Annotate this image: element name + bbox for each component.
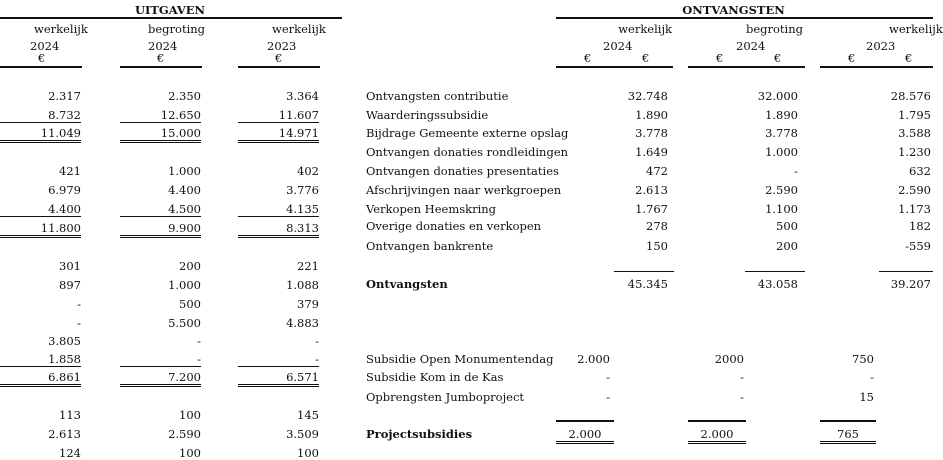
uitgaven-cell: 14.971 [238,126,319,143]
ontvangsten-cell: 2.000 [556,427,614,444]
uitgaven-cell: 379 [297,297,319,311]
ontvangsten-cell: 32.748 [627,89,668,103]
ontvangsten-project-rule [556,420,614,422]
uitgaven-cell: 2.613 [48,427,81,441]
uitgaven-cell: - [77,297,81,311]
ontvangsten-cell: 150 [646,239,668,253]
ontvangsten-project-rule [820,420,876,422]
ontvangsten-col2-label: begroting [745,22,803,36]
ontvangsten-cell: 1.230 [898,145,931,159]
ontvangsten-cell: 3.778 [765,126,798,140]
uitgaven-cell: 124 [59,446,81,460]
uitgaven-col2-year: 2024 [148,39,178,53]
uitgaven-title: UITGAVEN [134,3,206,17]
ontvangsten-cell: 2.590 [765,183,798,197]
uitgaven-cell: 12.650 [120,108,201,123]
ontvangsten-row-label: Subsidie Open Monumentendag [366,352,554,366]
ontvangsten-cell: 3.778 [635,126,668,140]
uitgaven-col2-label: begroting [148,22,206,36]
ontvangsten-row-label: Ontvangen donaties rondleidingen [366,145,569,159]
ontvangsten-row-label: Projectsubsidies [366,427,473,441]
ontvangsten-total-rule [879,271,933,272]
ontvangsten-cell: 1.890 [765,108,798,122]
ontvangsten-col1-label: werkelijk [618,22,672,36]
uitgaven-cell: 2.317 [48,89,81,103]
ontvangsten-cell: - [794,164,798,178]
ontvangsten-cell: 32.000 [757,89,798,103]
ontvangsten-cell: 182 [909,219,931,233]
uitgaven-cell: 6.571 [238,370,319,387]
uitgaven-cell: 9.900 [120,221,201,238]
ontvangsten-cell: 1.890 [635,108,668,122]
uitgaven-cell: - [238,352,319,367]
ontvangsten-col3-currency-a: € [848,51,856,65]
uitgaven-cell: 1.000 [168,164,201,178]
uitgaven-cell: 1.000 [168,278,201,292]
ontvangsten-col2-currency-a: € [716,51,724,65]
ontvangsten-cell: 200 [776,239,798,253]
uitgaven-cell: 8.732 [0,108,81,123]
ontvangsten-cell: 2.000 [577,352,610,366]
ontvangsten-header-rule [556,17,933,19]
ontvangsten-row-label: Verkopen Heemskring [366,202,497,216]
ontvangsten-row-label: Subsidie Kom in de Kas [366,370,504,384]
ontvangsten-col1-currency-b: € [642,51,650,65]
uitgaven-cell: 7.200 [120,370,201,387]
uitgaven-col3-label: werkelijk [272,22,326,36]
ontvangsten-cell: - [740,390,744,404]
ontvangsten-cell: 15 [859,390,874,404]
ontvangsten-col3-rule [820,66,933,68]
ontvangsten-col2-currency-b: € [774,51,782,65]
ontvangsten-cell: 39.207 [890,277,931,291]
ontvangsten-row-label: Bijdrage Gemeente externe opslag [366,126,569,140]
uitgaven-cell: 500 [179,297,201,311]
ontvangsten-cell: - [606,390,610,404]
ontvangsten-cell: 1.767 [635,202,668,216]
uitgaven-cell: 11.049 [0,126,81,143]
uitgaven-cell: 402 [297,164,319,178]
ontvangsten-cell: 1.173 [898,202,931,216]
ontvangsten-col2-rule [688,66,805,68]
uitgaven-cell: 4.400 [168,183,201,197]
ontvangsten-row-label: Overige donaties en verkopen [366,219,542,233]
ontvangsten-cell: - [740,370,744,384]
ontvangsten-cell: - [606,370,610,384]
uitgaven-col2-rule [120,66,202,68]
uitgaven-cell: 3.509 [286,427,319,441]
ontvangsten-cell: 2.590 [898,183,931,197]
uitgaven-cell: 11.800 [0,221,81,238]
uitgaven-col1-currency: € [38,51,46,65]
uitgaven-col3-year: 2023 [267,39,297,53]
ontvangsten-row-label: Ontvangen donaties presentaties [366,164,559,178]
ontvangsten-cell: 43.058 [757,277,798,291]
uitgaven-cell: 4.135 [238,202,319,217]
uitgaven-cell: 100 [179,446,201,460]
uitgaven-cell: 301 [59,259,81,273]
uitgaven-cell: 1.858 [0,352,81,367]
ontvangsten-col3-label: werkelijk [889,22,943,36]
ontvangsten-cell: 750 [852,352,874,366]
uitgaven-cell: 11.607 [238,108,319,123]
ontvangsten-row-label: Ontvangsten contributie [366,89,509,103]
ontvangsten-row-label: Ontvangsten [366,277,448,291]
uitgaven-cell: 3.364 [286,89,319,103]
uitgaven-cell: 5.500 [168,316,201,330]
uitgaven-cell: 1.088 [286,278,319,292]
ontvangsten-project-rule [688,420,746,422]
uitgaven-cell: 100 [179,408,201,422]
uitgaven-cell: 145 [297,408,319,422]
uitgaven-cell: 4.883 [286,316,319,330]
uitgaven-col1-year: 2024 [30,39,60,53]
uitgaven-col3-rule [238,66,320,68]
uitgaven-cell: 897 [59,278,81,292]
uitgaven-cell: 221 [297,259,319,273]
uitgaven-cell: - [77,316,81,330]
ontvangsten-cell: 1.100 [765,202,798,216]
uitgaven-header-rule [0,17,342,19]
ontvangsten-col1-rule [556,66,673,68]
uitgaven-col3-currency: € [275,51,283,65]
uitgaven-cell: 421 [59,164,81,178]
uitgaven-cell: 200 [179,259,201,273]
uitgaven-col1-rule [0,66,82,68]
ontvangsten-cell: 500 [776,219,798,233]
uitgaven-cell: - [315,334,319,348]
ontvangsten-row-label: Afschrijvingen naar werkgroepen [366,183,562,197]
uitgaven-cell: 4.500 [120,202,201,217]
uitgaven-col2-currency: € [157,51,165,65]
ontvangsten-cell: 3.588 [898,126,931,140]
ontvangsten-row-label: Opbrengsten Jumboproject [366,390,525,404]
uitgaven-cell: 6.979 [48,183,81,197]
ontvangsten-cell: 1.649 [635,145,668,159]
ontvangsten-total-rule [745,271,805,272]
ontvangsten-cell: 28.576 [890,89,931,103]
ontvangsten-title: ONTVANGSTEN [682,3,785,17]
ontvangsten-col3-currency-b: € [905,51,913,65]
ontvangsten-col2-year: 2024 [736,39,766,53]
ontvangsten-cell: 2000 [714,352,744,366]
ontvangsten-col1-year: 2024 [603,39,633,53]
ontvangsten-total-rule [614,271,674,272]
ontvangsten-cell: 472 [646,164,668,178]
ontvangsten-row-label: Waarderingssubsidie [366,108,489,122]
uitgaven-col1-label: werkelijk [34,22,88,36]
uitgaven-cell: 2.590 [168,427,201,441]
ontvangsten-cell: 632 [909,164,931,178]
uitgaven-cell: 113 [59,408,81,422]
uitgaven-cell: - [197,334,201,348]
ontvangsten-cell: 2.000 [688,427,746,444]
ontvangsten-row-label: Ontvangen bankrente [366,239,494,253]
ontvangsten-col1-currency-a: € [584,51,592,65]
ontvangsten-cell: 1.000 [765,145,798,159]
ontvangsten-col3-year: 2023 [866,39,896,53]
ontvangsten-cell: 1.795 [898,108,931,122]
uitgaven-cell: 6.861 [0,370,81,387]
uitgaven-cell: 2.350 [168,89,201,103]
ontvangsten-cell: 278 [646,219,668,233]
ontvangsten-cell: 45.345 [627,277,668,291]
ontvangsten-cell: - [870,370,874,384]
ontvangsten-cell: 2.613 [635,183,668,197]
ontvangsten-cell: 765 [820,427,876,444]
uitgaven-cell: 8.313 [238,221,319,238]
uitgaven-cell: 3.805 [48,334,81,348]
uitgaven-cell: 3.776 [286,183,319,197]
uitgaven-cell: 100 [297,446,319,460]
uitgaven-cell: 15.000 [120,126,201,143]
ontvangsten-cell: -559 [905,239,931,253]
uitgaven-cell: - [120,352,201,367]
uitgaven-cell: 4.400 [0,202,81,217]
